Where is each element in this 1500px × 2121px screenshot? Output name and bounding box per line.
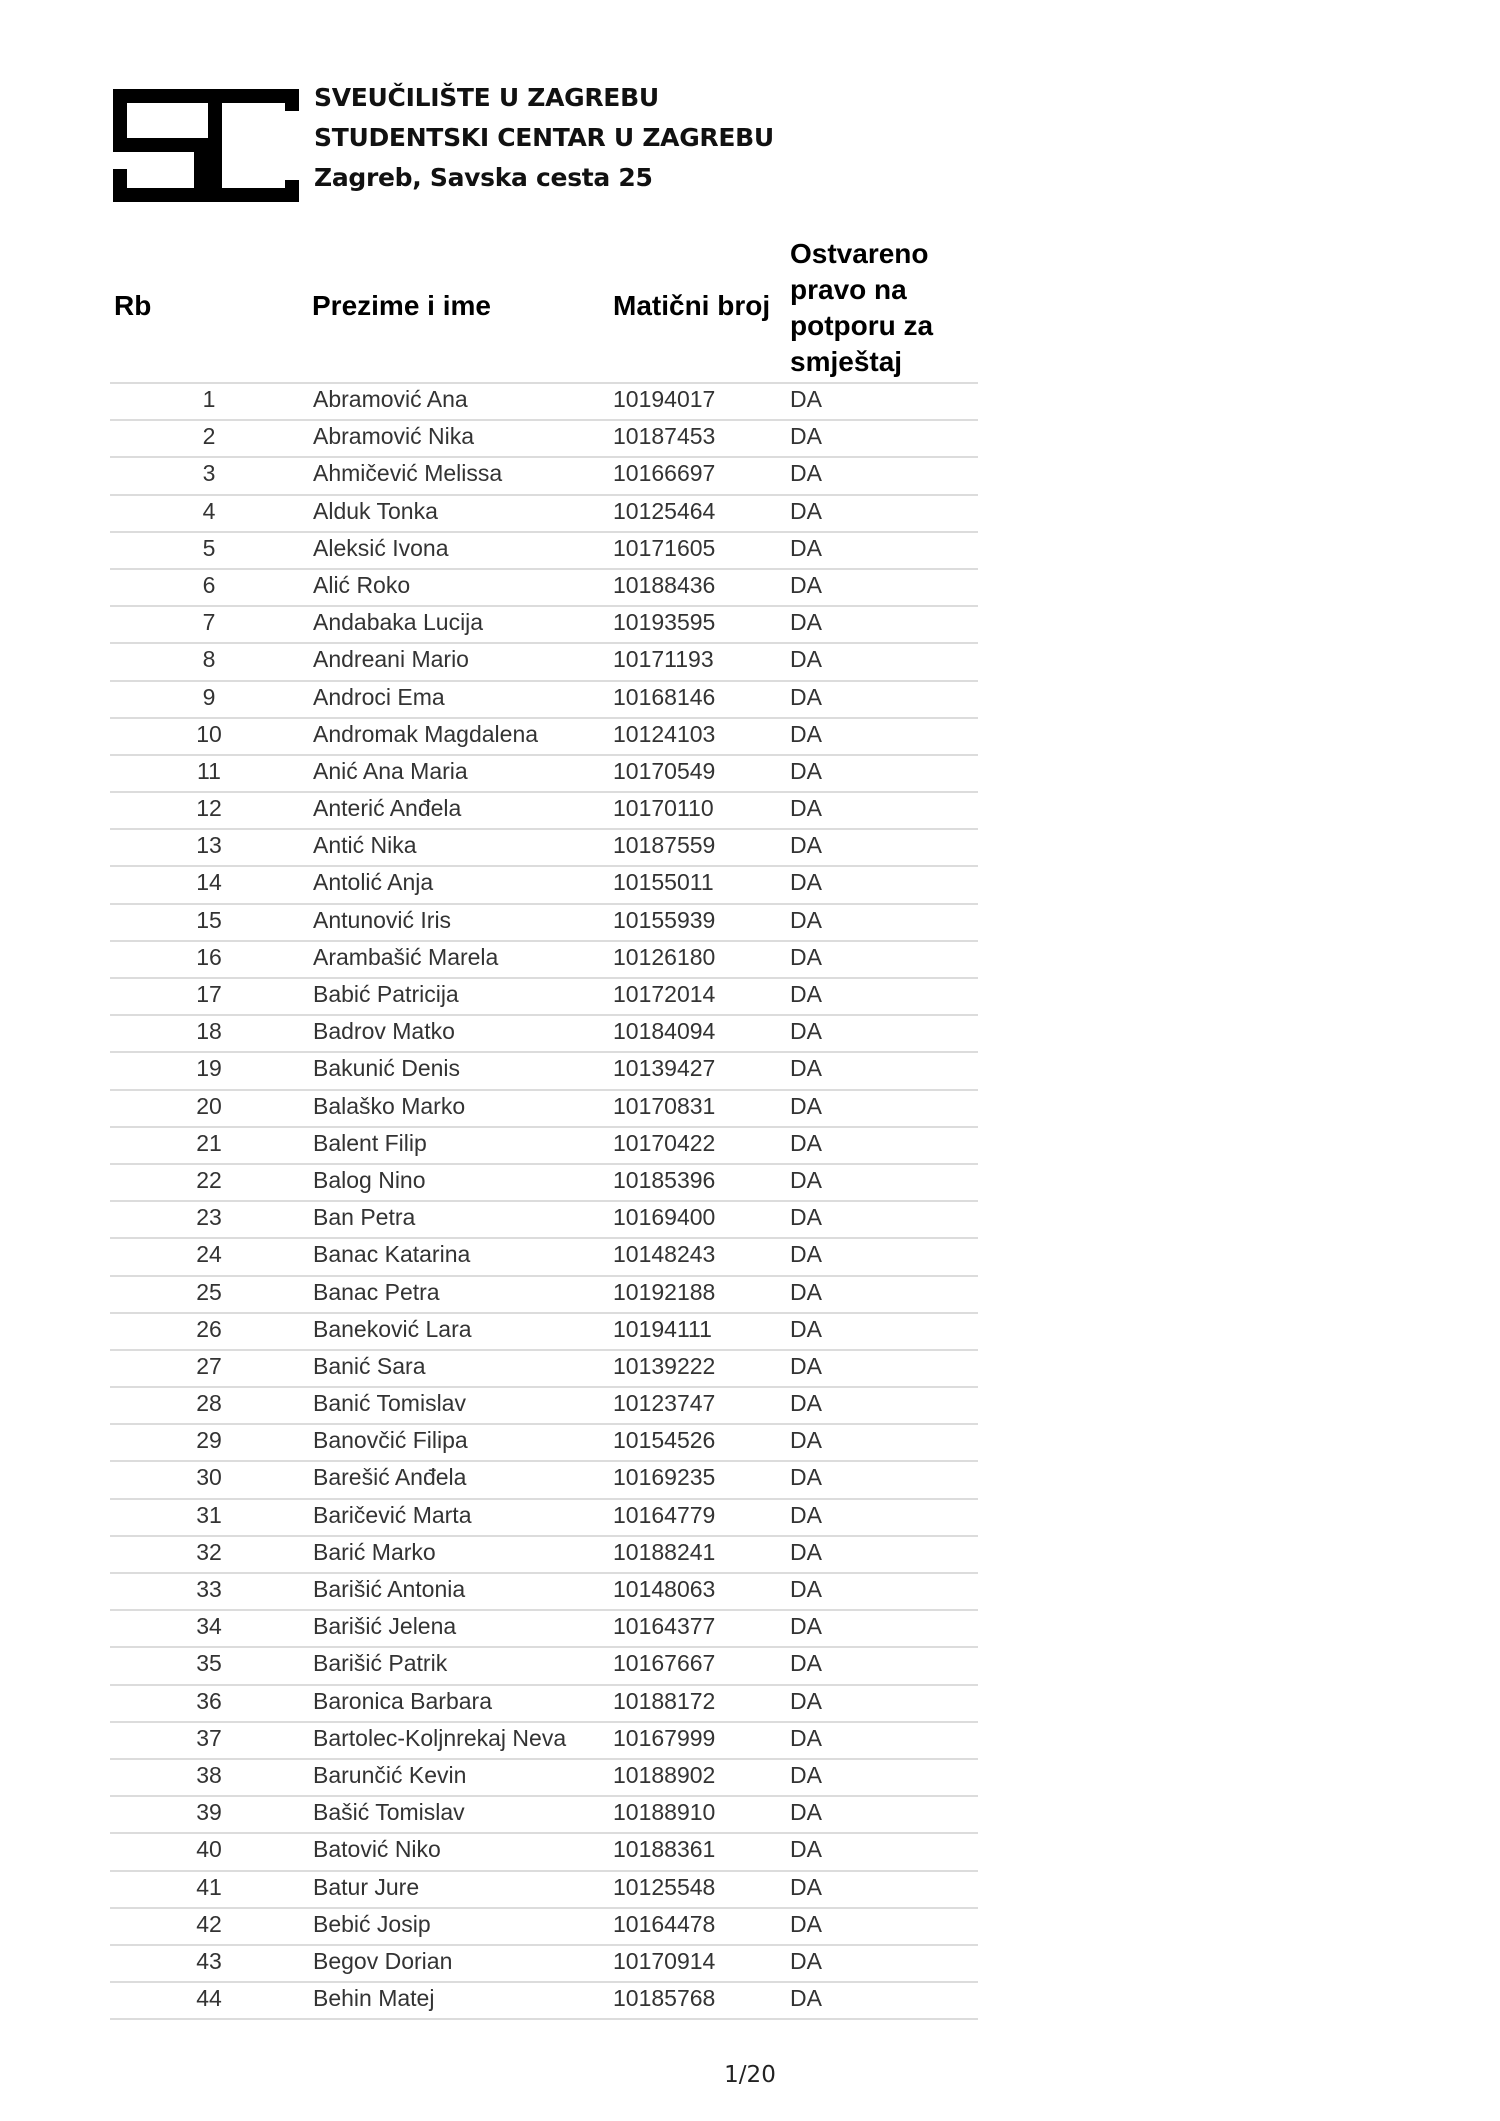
accommodation-status: DA bbox=[790, 1538, 822, 1565]
row-number: 18 bbox=[196, 1018, 222, 1045]
row-number: 32 bbox=[196, 1538, 222, 1565]
accommodation-status: DA bbox=[790, 1278, 822, 1305]
student-name: Alduk Tonka bbox=[313, 497, 438, 524]
column-header-status-line: smještaj bbox=[790, 346, 903, 377]
row-number: 7 bbox=[202, 609, 216, 636]
student-name: Andromak Magdalena bbox=[313, 720, 539, 747]
column-header-status bbox=[790, 236, 978, 380]
student-name: Banac Petra bbox=[313, 1278, 440, 1305]
row-number: 15 bbox=[196, 906, 222, 933]
row-number: 39 bbox=[196, 1799, 222, 1826]
accommodation-status: DA bbox=[790, 1427, 822, 1454]
accommodation-status: DA bbox=[790, 1315, 822, 1342]
student-id: 10124103 bbox=[613, 720, 716, 747]
accommodation-status: DA bbox=[790, 1724, 822, 1751]
table-row bbox=[110, 1834, 978, 1871]
accommodation-status: DA bbox=[790, 534, 822, 561]
student-id: 10167667 bbox=[613, 1650, 716, 1677]
student-name: Badrov Matko bbox=[313, 1018, 455, 1045]
table-row bbox=[110, 533, 978, 570]
table-row bbox=[110, 1574, 978, 1611]
table-row bbox=[110, 682, 978, 719]
row-number: 28 bbox=[196, 1390, 222, 1417]
table-row bbox=[110, 1091, 978, 1128]
row-number: 13 bbox=[196, 832, 222, 859]
row-number: 35 bbox=[196, 1650, 222, 1677]
table-header bbox=[110, 236, 978, 384]
student-name: Androci Ema bbox=[313, 683, 445, 710]
student-id: 10194017 bbox=[613, 386, 716, 412]
student-name: Baronica Barbara bbox=[313, 1687, 492, 1714]
student-id: 10170914 bbox=[613, 1947, 716, 1974]
accommodation-status: DA bbox=[790, 1464, 822, 1491]
student-id: 10170549 bbox=[613, 757, 716, 784]
accommodation-status: DA bbox=[790, 906, 822, 933]
student-name: Banić Sara bbox=[313, 1352, 426, 1379]
accommodation-status: DA bbox=[790, 1985, 822, 2012]
student-id: 10123747 bbox=[613, 1390, 716, 1417]
student-id: 10126180 bbox=[613, 943, 716, 970]
accommodation-status: DA bbox=[790, 1910, 822, 1937]
table-row bbox=[110, 1314, 978, 1351]
org-line-university: SVEUČILIŠTE U ZAGREBU bbox=[314, 83, 659, 112]
accommodation-status: DA bbox=[790, 609, 822, 636]
column-header-status-line: pravo na bbox=[790, 274, 907, 305]
table-row bbox=[110, 867, 978, 904]
accommodation-status: DA bbox=[790, 646, 822, 673]
student-id: 10184094 bbox=[613, 1018, 716, 1045]
column-header-id: Matični broj bbox=[613, 290, 771, 321]
page-indicator: 1/20 bbox=[724, 2062, 776, 2088]
accommodation-status: DA bbox=[790, 1501, 822, 1528]
accommodation-status: DA bbox=[790, 1613, 822, 1640]
table-row bbox=[110, 1351, 978, 1388]
table-row bbox=[110, 1946, 978, 1983]
student-name: Antunović Iris bbox=[313, 906, 452, 933]
row-number: 1 bbox=[202, 386, 216, 412]
row-number: 24 bbox=[196, 1241, 222, 1268]
row-number: 3 bbox=[202, 460, 216, 487]
row-number: 22 bbox=[196, 1166, 222, 1193]
student-name: Bebić Josip bbox=[313, 1910, 431, 1937]
accommodation-status: DA bbox=[790, 1947, 822, 1974]
student-name: Barešić Anđela bbox=[313, 1464, 467, 1491]
row-number: 41 bbox=[196, 1873, 222, 1900]
student-name: Anterić Anđela bbox=[313, 795, 462, 822]
accommodation-status: DA bbox=[790, 832, 822, 859]
student-id: 10139222 bbox=[613, 1352, 716, 1379]
accommodation-status: DA bbox=[790, 1055, 822, 1082]
student-name: Barić Marko bbox=[313, 1538, 436, 1565]
row-number: 29 bbox=[196, 1427, 222, 1454]
row-number: 8 bbox=[202, 646, 216, 673]
table-row bbox=[110, 1723, 978, 1760]
student-id: 10188902 bbox=[613, 1761, 716, 1788]
row-number: 37 bbox=[196, 1724, 222, 1751]
column-header-name: Prezime i ime bbox=[312, 290, 491, 321]
accommodation-status: DA bbox=[790, 497, 822, 524]
table-row bbox=[110, 1909, 978, 1946]
student-id: 10125464 bbox=[613, 497, 716, 524]
student-name: Abramović Nika bbox=[313, 423, 475, 450]
table-row bbox=[110, 458, 978, 495]
accommodation-status: DA bbox=[790, 423, 822, 450]
student-id: 10193595 bbox=[613, 609, 716, 636]
student-id: 10139427 bbox=[613, 1055, 716, 1082]
accommodation-status: DA bbox=[790, 1166, 822, 1193]
student-id: 10170831 bbox=[613, 1092, 716, 1119]
student-name: Balaško Marko bbox=[313, 1092, 466, 1119]
student-id: 10185768 bbox=[613, 1985, 716, 2012]
table-row bbox=[110, 793, 978, 830]
student-name: Antić Nika bbox=[313, 832, 417, 859]
student-id: 10172014 bbox=[613, 981, 716, 1007]
table-row bbox=[110, 1760, 978, 1797]
table-row bbox=[110, 1388, 978, 1425]
student-id: 10148243 bbox=[613, 1241, 716, 1268]
student-id: 10164478 bbox=[613, 1910, 716, 1937]
row-number: 19 bbox=[196, 1055, 222, 1082]
org-line-address: Zagreb, Savska cesta 25 bbox=[314, 163, 653, 192]
table-row bbox=[110, 1053, 978, 1090]
student-id: 10155939 bbox=[613, 906, 716, 933]
accommodation-status: DA bbox=[790, 571, 822, 598]
sc-logo-icon bbox=[113, 89, 299, 202]
student-name: Banovčić Filipa bbox=[313, 1427, 468, 1454]
accommodation-status: DA bbox=[790, 1241, 822, 1268]
student-id: 10185396 bbox=[613, 1166, 716, 1193]
student-id: 10187453 bbox=[613, 423, 716, 450]
table-row bbox=[110, 719, 978, 756]
table-row bbox=[110, 384, 978, 421]
accommodation-status: DA bbox=[790, 683, 822, 710]
student-id: 10169235 bbox=[613, 1464, 716, 1491]
row-number: 11 bbox=[197, 757, 221, 784]
row-number: 26 bbox=[196, 1315, 222, 1342]
column-header-status-line: potporu za bbox=[790, 310, 934, 341]
accommodation-status: DA bbox=[790, 1092, 822, 1119]
student-id: 10188910 bbox=[613, 1799, 716, 1826]
student-id: 10188361 bbox=[613, 1836, 716, 1863]
accommodation-status: DA bbox=[790, 1352, 822, 1379]
accommodation-status: DA bbox=[790, 386, 822, 412]
row-number: 36 bbox=[196, 1687, 222, 1714]
student-id: 10168146 bbox=[613, 683, 716, 710]
accommodation-status: DA bbox=[790, 757, 822, 784]
row-number: 31 bbox=[196, 1501, 222, 1528]
row-number: 16 bbox=[196, 943, 222, 970]
student-name: Begov Dorian bbox=[313, 1947, 453, 1974]
student-name: Babić Patricija bbox=[313, 981, 459, 1007]
accommodation-status: DA bbox=[790, 1129, 822, 1156]
row-number: 44 bbox=[196, 1985, 222, 2012]
column-header-status-line: Ostvareno bbox=[790, 238, 929, 269]
student-id: 10125548 bbox=[613, 1873, 716, 1900]
table-row bbox=[110, 942, 978, 979]
table-row bbox=[110, 1277, 978, 1314]
row-number: 21 bbox=[196, 1129, 222, 1156]
accommodation-status: DA bbox=[790, 1873, 822, 1900]
row-number: 4 bbox=[202, 497, 216, 524]
row-number: 5 bbox=[202, 534, 216, 561]
table-row bbox=[110, 1686, 978, 1723]
table-row bbox=[110, 1537, 978, 1574]
student-id: 10154526 bbox=[613, 1427, 716, 1454]
student-name: Antolić Anja bbox=[313, 869, 434, 896]
accommodation-status: DA bbox=[790, 1799, 822, 1826]
student-name: Andreani Mario bbox=[313, 646, 469, 673]
table-row bbox=[110, 1425, 978, 1462]
table-row bbox=[110, 1202, 978, 1239]
student-id: 10171605 bbox=[613, 534, 716, 561]
column-header-rb: Rb bbox=[114, 290, 152, 321]
accommodation-table bbox=[110, 236, 978, 2020]
table-row bbox=[110, 979, 978, 1016]
student-name: Baričević Marta bbox=[313, 1501, 472, 1528]
table-row bbox=[110, 1016, 978, 1053]
student-id: 10148063 bbox=[613, 1576, 716, 1602]
student-id: 10192188 bbox=[613, 1278, 716, 1305]
table-row bbox=[110, 1797, 978, 1834]
table-row bbox=[110, 1872, 978, 1909]
student-name: Anić Ana Maria bbox=[313, 757, 468, 784]
row-number: 9 bbox=[202, 683, 216, 710]
table-row bbox=[110, 905, 978, 942]
row-number: 12 bbox=[196, 795, 222, 822]
accommodation-status: DA bbox=[790, 1761, 822, 1788]
org-line-center: STUDENTSKI CENTAR U ZAGREBU bbox=[314, 123, 774, 152]
table-row bbox=[110, 496, 978, 533]
table-row bbox=[110, 1462, 978, 1499]
table-body bbox=[110, 384, 978, 2020]
row-number: 43 bbox=[196, 1947, 222, 1974]
row-number: 34 bbox=[196, 1613, 222, 1640]
table-row bbox=[110, 1611, 978, 1648]
student-id: 10188436 bbox=[613, 571, 716, 598]
row-number: 17 bbox=[196, 981, 222, 1007]
accommodation-status: DA bbox=[790, 1687, 822, 1714]
student-name: Behin Matej bbox=[313, 1985, 435, 2012]
student-name: Balog Nino bbox=[313, 1166, 426, 1193]
row-number: 23 bbox=[196, 1204, 222, 1231]
accommodation-status: DA bbox=[790, 943, 822, 970]
table-row bbox=[110, 644, 978, 681]
student-name: Barunčić Kevin bbox=[313, 1761, 467, 1788]
student-id: 10169400 bbox=[613, 1204, 716, 1231]
student-id: 10164779 bbox=[613, 1501, 716, 1528]
row-number: 25 bbox=[196, 1278, 222, 1305]
accommodation-status: DA bbox=[790, 1650, 822, 1677]
student-name: Bašić Tomislav bbox=[313, 1799, 465, 1826]
student-name: Ahmičević Melissa bbox=[313, 460, 503, 487]
accommodation-status: DA bbox=[790, 1018, 822, 1045]
table-row bbox=[110, 570, 978, 607]
row-number: 2 bbox=[202, 423, 216, 450]
student-name: Andabaka Lucija bbox=[313, 609, 484, 636]
row-number: 14 bbox=[196, 869, 222, 896]
table-row bbox=[110, 1128, 978, 1165]
table-row bbox=[110, 1165, 978, 1202]
student-name: Banić Tomislav bbox=[313, 1390, 466, 1417]
student-name: Arambašić Marela bbox=[313, 943, 499, 970]
student-name: Batur Jure bbox=[313, 1873, 420, 1900]
accommodation-status: DA bbox=[790, 1576, 822, 1602]
table-row bbox=[110, 1648, 978, 1685]
student-id: 10170110 bbox=[613, 795, 714, 822]
student-name: Bakunić Denis bbox=[313, 1055, 461, 1082]
row-number: 6 bbox=[202, 571, 216, 598]
accommodation-status: DA bbox=[790, 1390, 822, 1417]
student-id: 10166697 bbox=[613, 460, 716, 487]
student-name: Batović Niko bbox=[313, 1836, 441, 1863]
student-id: 10167999 bbox=[613, 1724, 716, 1751]
student-name: Bartolec-Koljnrekaj Neva bbox=[313, 1724, 567, 1751]
accommodation-status: DA bbox=[790, 795, 822, 822]
student-id: 10164377 bbox=[613, 1613, 716, 1640]
organization-header bbox=[314, 78, 774, 198]
student-name: Barišić Patrik bbox=[313, 1650, 448, 1677]
accommodation-status: DA bbox=[790, 720, 822, 747]
student-name: Barišić Antonia bbox=[313, 1576, 466, 1602]
table-row bbox=[110, 830, 978, 867]
student-name: Baneković Lara bbox=[313, 1315, 472, 1342]
student-id: 10188241 bbox=[613, 1538, 716, 1565]
accommodation-status: DA bbox=[790, 460, 822, 487]
table-row bbox=[110, 421, 978, 458]
student-name: Alić Roko bbox=[313, 571, 411, 598]
student-name: Ban Petra bbox=[313, 1204, 416, 1231]
table-row bbox=[110, 1500, 978, 1537]
student-id: 10155011 bbox=[613, 869, 714, 896]
student-name: Balent Filip bbox=[313, 1129, 427, 1156]
accommodation-status: DA bbox=[790, 869, 822, 896]
student-id: 10188172 bbox=[613, 1687, 716, 1714]
student-name: Abramović Ana bbox=[313, 386, 468, 412]
row-number: 20 bbox=[196, 1092, 222, 1119]
row-number: 27 bbox=[196, 1352, 222, 1379]
accommodation-status: DA bbox=[790, 1204, 822, 1231]
accommodation-status: DA bbox=[790, 1836, 822, 1863]
row-number: 10 bbox=[196, 720, 222, 747]
row-number: 33 bbox=[196, 1576, 222, 1602]
table-row bbox=[110, 1239, 978, 1276]
student-name: Aleksić Ivona bbox=[313, 534, 449, 561]
accommodation-status: DA bbox=[790, 981, 822, 1007]
student-name: Banac Katarina bbox=[313, 1241, 471, 1268]
student-id: 10187559 bbox=[613, 832, 716, 859]
student-name: Barišić Jelena bbox=[313, 1613, 457, 1640]
table-row bbox=[110, 756, 978, 793]
student-id: 10194111 bbox=[613, 1315, 712, 1342]
table-row bbox=[110, 1983, 978, 2020]
row-number: 30 bbox=[196, 1464, 222, 1491]
table-row bbox=[110, 607, 978, 644]
row-number: 40 bbox=[196, 1836, 222, 1863]
student-id: 10170422 bbox=[613, 1129, 716, 1156]
row-number: 38 bbox=[196, 1761, 222, 1788]
student-id: 10171193 bbox=[613, 646, 714, 673]
row-number: 42 bbox=[196, 1910, 222, 1937]
